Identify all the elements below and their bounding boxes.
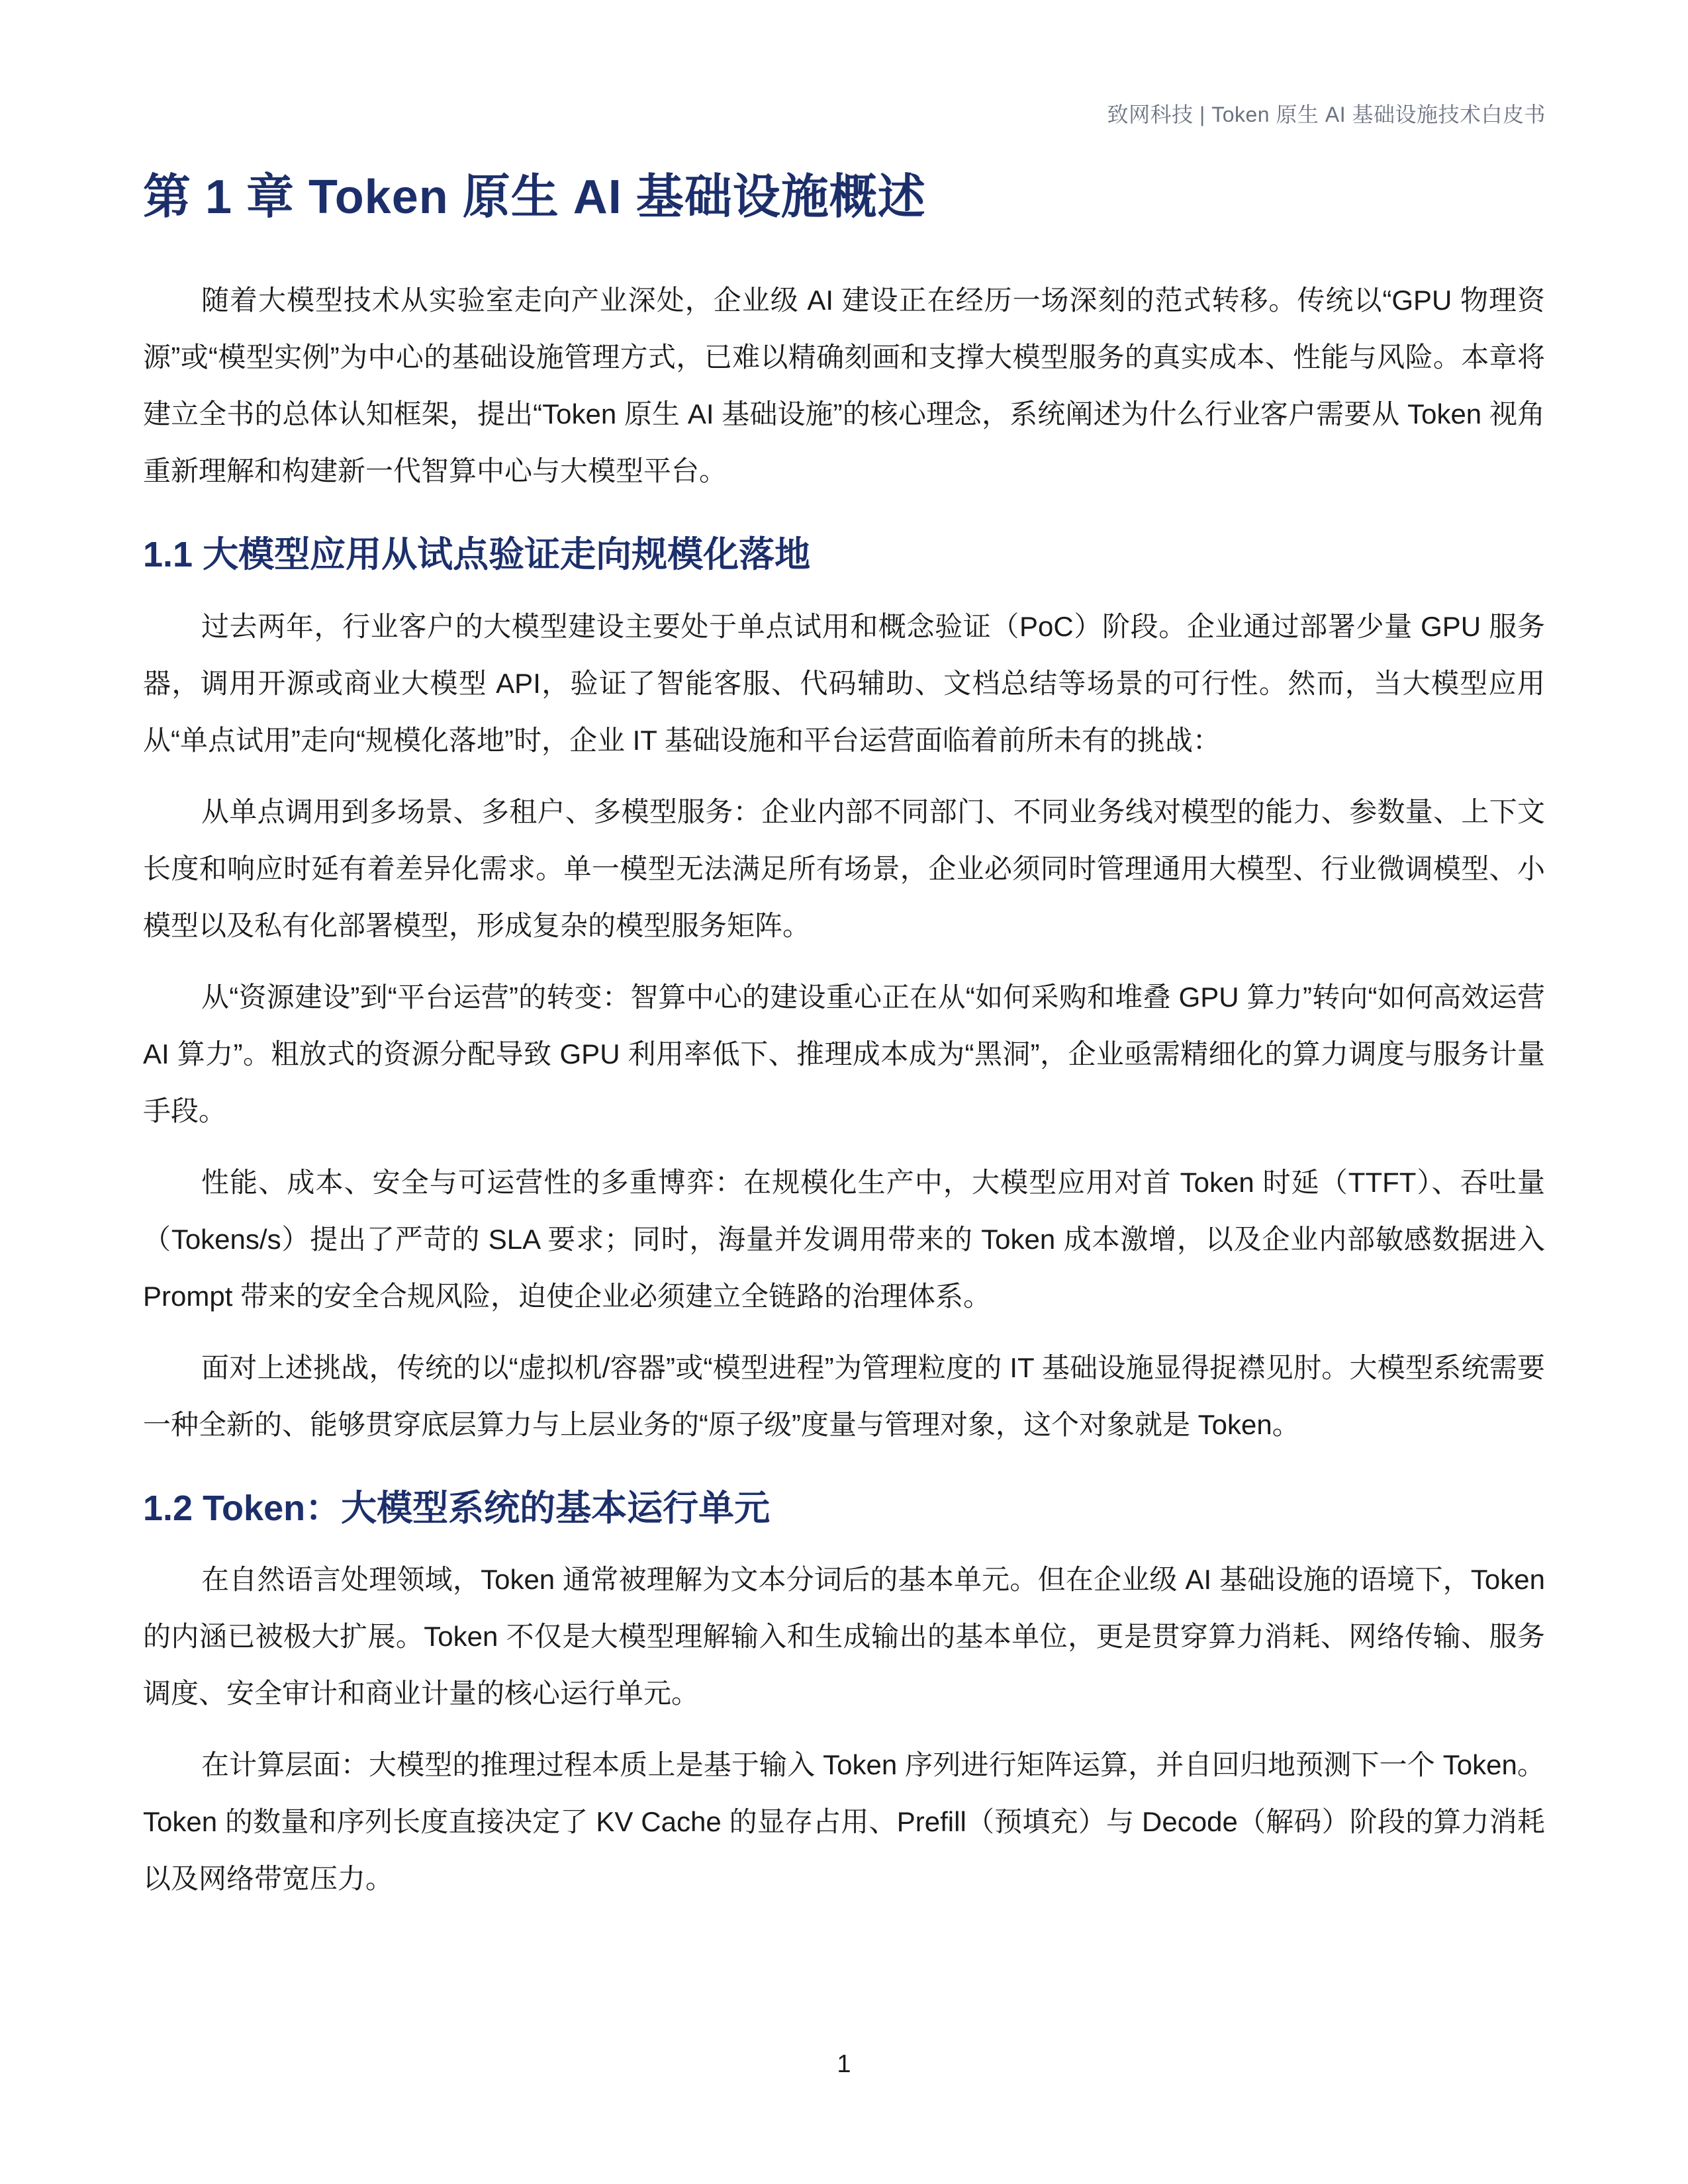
section-1-1-paragraph: 过去两年，行业客户的大模型建设主要处于单点试用和概念验证（PoC）阶段。企业通过部署少量 GPU 服务器，调用开源或商业大模型 API，验证了智能客服、代码辅助、文档总结等场景的可行性。然而，当大模型应用从“单点试用”走向“规模化落地”时，企业 IT 基础设施和平台运营面临着前所未有的挑战：: [143, 610, 1545, 756]
section-title-1-1: 1.1 大模型应用从试点验证走向规模化落地: [143, 535, 811, 575]
section-1-1-paragraph: 从“资源建设”到“平台运营”的转变：智算中心的建设重心正在从“如何采购和堆叠 GPU 算力”转向“如何高效运营 AI 算力”。粗放式的资源分配导致 GPU 利用率低下、推理成本成为“黑洞”，企业亟需精细化的算力调度与服务计量手段。: [143, 981, 1545, 1126]
section-1-1-paragraph: 性能、成本、安全与可运营性的多重博弈：在规模化生产中，大模型应用对首 Token 时延（TTFT）、吞吐量（Tokens/s）提出了严苛的 SLA 要求；同时，海量并发调用带来的 Token 成本激增，以及企业内部敏感数据进入 Prompt 带来的安全合规风险，迫使企业必须建立全链路的治理体系。: [143, 1166, 1545, 1312]
section-1-2-paragraph: 在自然语言处理领域，Token 通常被理解为文本分词后的基本单元。但在企业级 AI 基础设施的语境下，Token 的内涵已被极大扩展。Token 不仅是大模型理解输入和生成输出的基本单位，更是贯穿算力消耗、网络传输、服务调度、安全审计和商业计量的核心运行单元。: [143, 1563, 1545, 1709]
section-1-1-paragraph: 面对上述挑战，传统的以“虚拟机/容器”或“模型进程”为管理粒度的 IT 基础设施显得捉襟见肘。大模型系统需要一种全新的、能够贯穿底层算力与上层业务的“原子级”度量与管理对象，这个对象就是 Token。: [143, 1351, 1545, 1440]
chapter-title: 第 1 章 Token 原生 AI 基础设施概述: [143, 171, 926, 224]
page-number: 1: [837, 2050, 851, 2078]
running-header: 致网科技 | Token 原生 AI 基础设施技术白皮书: [1107, 103, 1546, 126]
section-1-1-paragraph: 从单点调用到多场景、多租户、多模型服务：企业内部不同部门、不同业务线对模型的能力、参数量、上下文长度和响应时延有着差异化需求。单一模型无法满足所有场景，企业必须同时管理通用大模型、行业微调模型、小模型以及私有化部署模型，形成复杂的模型服务矩阵。: [143, 796, 1545, 941]
section-1-2-paragraph: 在计算层面：大模型的推理过程本质上是基于输入 Token 序列进行矩阵运算，并自回归地预测下一个 Token。Token 的数量和序列长度直接决定了 KV Cache 的显存占用、Prefill（预填充）与 Decode（解码）阶段的算力消耗以及网络带宽压力。: [143, 1749, 1545, 1894]
page-content: [143, 169, 1545, 1922]
section-title-1-2: 1.2 Token：大模型系统的基本运行单元: [143, 1488, 771, 1528]
chapter-intro-paragraph: 随着大模型技术从实验室走向产业深处，企业级 AI 建设正在经历一场深刻的范式转移。传统以“GPU 物理资源”或“模型实例”为中心的基础设施管理方式，已难以精确刻画和支撑大模型服务的真实成本、性能与风险。本章将建立全书的总体认知框架，提出“Token 原生 AI 基础设施”的核心理念，系统阐述为什么行业客户需要从 Token 视角重新理解和构建新一代智算中心与大模型平台。: [143, 285, 1545, 487]
